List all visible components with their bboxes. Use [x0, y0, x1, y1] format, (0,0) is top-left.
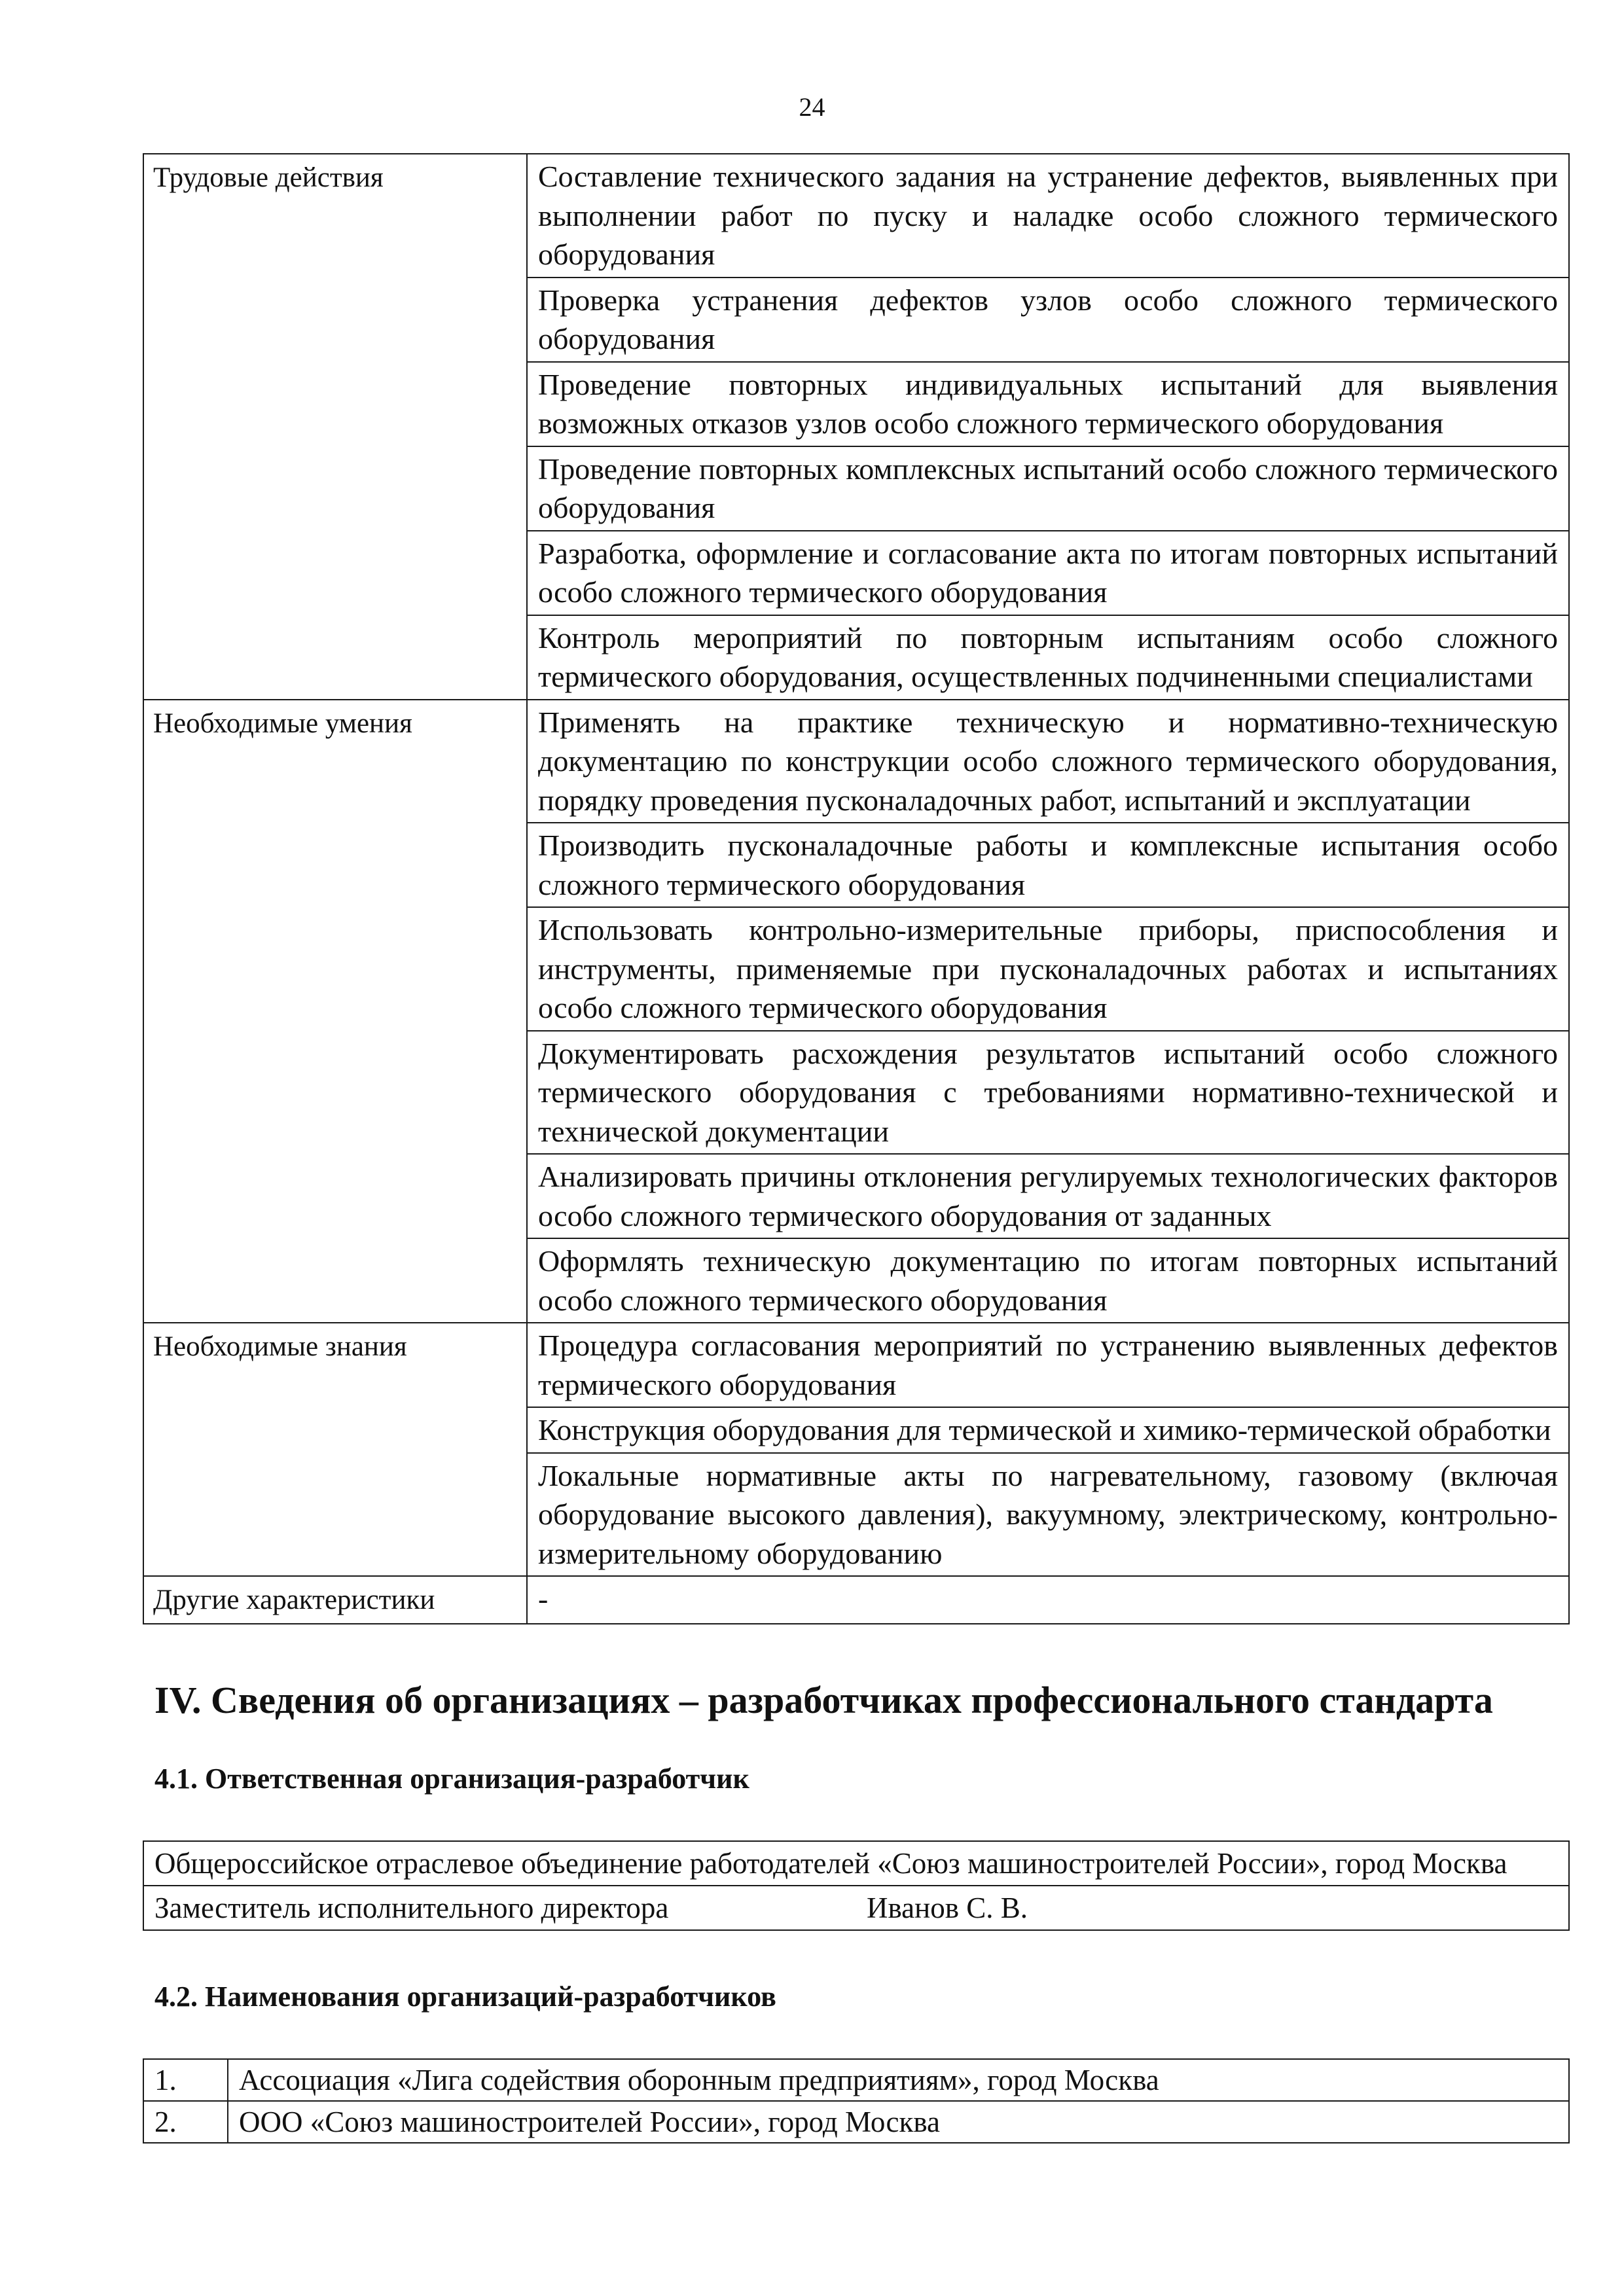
- labor-action-item: Разработка, оформление и согласование акта по итогам повторных испытаний особо сложного термического оборудования: [527, 531, 1569, 615]
- skill-item: Производить пусконаладочные работы и комплексные испытания особо сложного термического оборудования: [527, 823, 1569, 907]
- page-number: 24: [799, 92, 825, 122]
- skill-item: Использовать контрольно-измерительные приборы, приспособления и инструменты, применяемые при пусконаладочных работах и испытаниях особо сложного термического оборудования: [527, 907, 1569, 1031]
- labor-action-item: Контроль мероприятий по повторным испытаниям особо сложного термического оборудования, осуществленных подчиненными специалистами: [527, 615, 1569, 700]
- table-row: [143, 700, 1569, 823]
- subsection-title-4-2: 4.2. Наименования организаций-разработчиков: [154, 1981, 776, 2013]
- labor-action-item: Проверка устранения дефектов узлов особо сложного термического оборудования: [527, 278, 1569, 362]
- knowledge-item: Процедура согласования мероприятий по устранению выявленных дефектов термического оборудования: [527, 1323, 1569, 1407]
- signatory-name: Иванов С. В.: [856, 1886, 1569, 1930]
- row-number: 2.: [143, 2101, 228, 2143]
- row-label-labor-actions: Трудовые действия: [143, 154, 527, 700]
- table-row: [143, 154, 1569, 278]
- labor-action-item: Составление технического задания на устранение дефектов, выявленных при выполнении работ по пуску и наладке особо сложного термического оборудования: [527, 154, 1569, 278]
- table-row: [143, 1323, 1569, 1407]
- signatory-position: Заместитель исполнительного директора: [143, 1886, 856, 1930]
- responsible-organization-table: [143, 1840, 1570, 1931]
- skill-item: Документировать расхождения результатов испытаний особо сложного термического оборудования с требованиями нормативно-технической и технической документации: [527, 1031, 1569, 1155]
- organization-name: Общероссийское отраслевое объединение работодателей «Союз машиностроителей России», город Москва: [143, 1841, 1569, 1886]
- skill-item: Оформлять техническую документацию по итогам повторных испытаний особо сложного термического оборудования: [527, 1238, 1569, 1323]
- skill-item: Применять на практике техническую и нормативно-техническую документацию по конструкции особо сложного термического оборудования, порядку проведения пусконаладочных работ, испытаний и эксплуатации: [527, 700, 1569, 823]
- developer-organization-name: ООО «Союз машиностроителей России», город Москва: [228, 2101, 1569, 2143]
- row-number: 1.: [143, 2059, 228, 2101]
- row-label-required-skills: Необходимые умения: [143, 700, 527, 1323]
- table-row: [143, 1576, 1569, 1624]
- row-label-other-characteristics: Другие характеристики: [143, 1576, 527, 1624]
- knowledge-item: Локальные нормативные акты по нагревательному, газовому (включая оборудование высокого давления), вакуумному, электрическому, контрольно-измерительному оборудованию: [527, 1453, 1569, 1577]
- row-label-required-knowledge: Необходимые знания: [143, 1323, 527, 1576]
- section-title: IV. Сведения об организациях – разработчиках профессионального стандарта: [154, 1679, 1493, 1721]
- table-row: [143, 1886, 1569, 1930]
- developer-organizations-table: [143, 2058, 1570, 2144]
- labor-functions-table: [143, 153, 1570, 1624]
- labor-action-item: Проведение повторных индивидуальных испытаний для выявления возможных отказов узлов особо сложного термического оборудования: [527, 362, 1569, 446]
- labor-action-item: Проведение повторных комплексных испытаний особо сложного термического оборудования: [527, 446, 1569, 531]
- knowledge-item: Конструкция оборудования для термической и химико-термической обработки: [527, 1407, 1569, 1453]
- table-row: [143, 1841, 1569, 1886]
- other-characteristics-item: -: [527, 1576, 1569, 1624]
- developer-organization-name: Ассоциация «Лига содействия оборонным предприятиям», город Москва: [228, 2059, 1569, 2101]
- table-row: [143, 2059, 1569, 2101]
- subsection-title-4-1: 4.1. Ответственная организация-разработчик: [154, 1763, 749, 1795]
- table-row: [143, 2101, 1569, 2143]
- skill-item: Анализировать причины отклонения регулируемых технологических факторов особо сложного термического оборудования от заданных: [527, 1154, 1569, 1238]
